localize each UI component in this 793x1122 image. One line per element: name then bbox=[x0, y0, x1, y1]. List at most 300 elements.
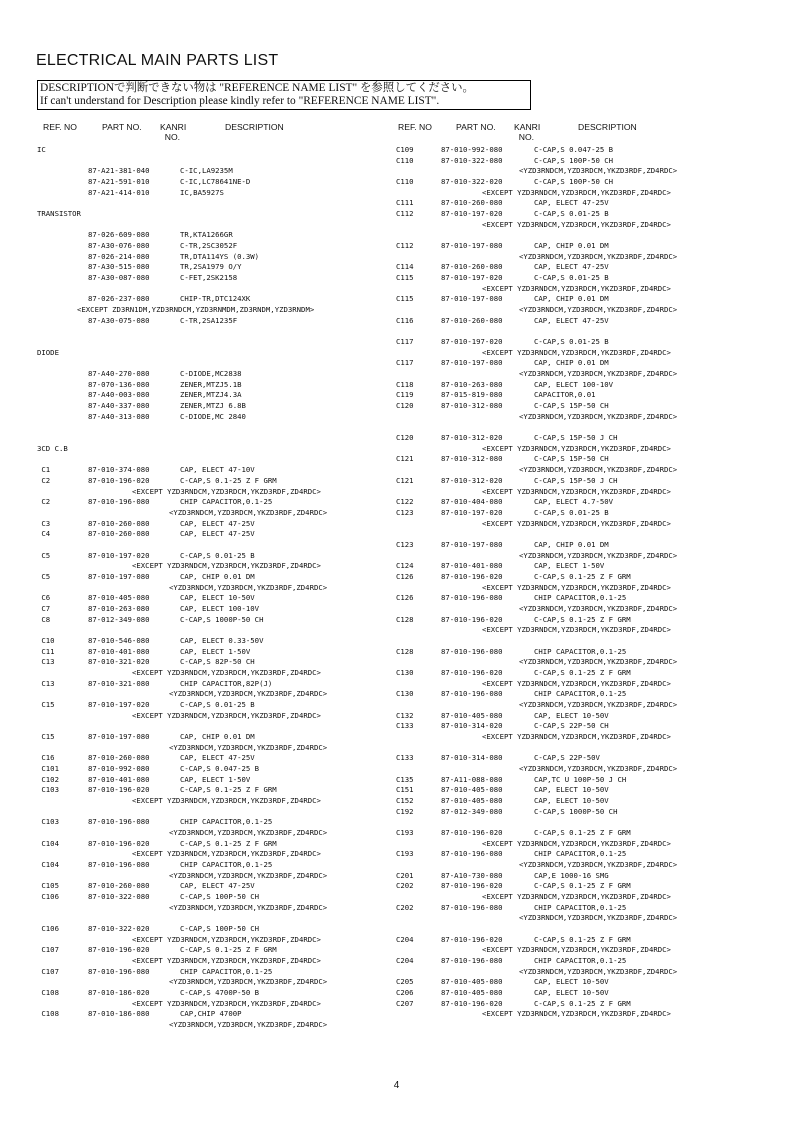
part-no: 87-026-609-080 bbox=[88, 230, 150, 240]
blank-row bbox=[37, 807, 377, 818]
ref-no: C5 bbox=[37, 550, 51, 560]
part-row bbox=[37, 465, 377, 476]
part-no: 87-010-260-080 bbox=[88, 881, 150, 891]
ref-no: C104 bbox=[37, 838, 59, 848]
part-row bbox=[396, 241, 756, 252]
ref-no: C111 bbox=[396, 198, 414, 208]
description: CAP, CHIP 0.01 DM bbox=[180, 571, 255, 581]
ref-no: C8 bbox=[37, 614, 51, 624]
description: CAP,E 1000-16 SMG bbox=[534, 870, 609, 880]
model-note: <EXCEPT YZD3RNDCM,YZD3RDCM,YKZD3RDF,ZD4RDC> bbox=[132, 710, 321, 720]
blank-row bbox=[37, 454, 377, 465]
ref-no: C119 bbox=[396, 390, 414, 400]
section-heading bbox=[37, 348, 377, 359]
model-note: <YZD3RNDCM,YZD3RDCM,YKZD3RDF,ZD4RDC> bbox=[519, 251, 678, 261]
part-row bbox=[37, 775, 377, 786]
part-row bbox=[396, 615, 756, 626]
part-no: 87-010-312-020 bbox=[441, 475, 503, 485]
blank-row bbox=[396, 230, 756, 241]
description: C-CAP,S 0.1-25 Z F GRM bbox=[534, 614, 631, 624]
part-row bbox=[37, 988, 377, 999]
ref-no: C121 bbox=[396, 454, 414, 464]
description: CAP, ELECT 100-10V bbox=[180, 603, 260, 613]
description: C-DIODE,MC 2840 bbox=[180, 411, 246, 421]
page-number: 4 bbox=[393, 1080, 400, 1091]
part-no: 87-010-263-080 bbox=[441, 379, 503, 389]
ref-no: C120 bbox=[396, 401, 414, 411]
ref-no: C103 bbox=[37, 817, 59, 827]
description: C-IC,LA9235M bbox=[180, 166, 233, 176]
variant-note-row bbox=[37, 796, 377, 807]
blank-row bbox=[396, 326, 756, 337]
description: CAP,TC U 100P-50 J CH bbox=[534, 774, 627, 784]
part-row bbox=[37, 636, 377, 647]
ref-no: C1 bbox=[37, 465, 51, 475]
ref-no: C13 bbox=[37, 678, 55, 688]
part-no: 87-A30-087-080 bbox=[88, 273, 150, 283]
ref-no: C206 bbox=[396, 988, 414, 998]
description: C-CAP,S 0.1-25 Z F GRM bbox=[180, 945, 277, 955]
ref-no: C105 bbox=[37, 881, 59, 891]
part-row bbox=[37, 860, 377, 871]
description: CHIP CAPACITOR,82P(J) bbox=[180, 678, 273, 688]
part-row bbox=[37, 166, 377, 177]
part-row bbox=[396, 796, 756, 807]
blank-row bbox=[37, 156, 377, 167]
description: C-TR,2SC3052F bbox=[180, 241, 238, 251]
model-note: <YZD3RNDCM,YZD3RDCM,YKZD3RDF,ZD4RDC> bbox=[169, 870, 328, 880]
description: C-CAP,S 15P-50 J CH bbox=[534, 433, 618, 443]
part-row bbox=[396, 903, 756, 914]
variant-note-row bbox=[396, 945, 756, 956]
variant-note-row bbox=[396, 732, 756, 743]
blank-row bbox=[396, 924, 756, 935]
part-no: 87-010-405-080 bbox=[441, 988, 503, 998]
ref-no: C193 bbox=[396, 849, 414, 859]
description: CAP, CHIP 0.01 DM bbox=[534, 539, 609, 549]
part-no: 87-010-405-080 bbox=[88, 593, 150, 603]
model-note: <YZD3RNDCM,YZD3RDCM,YKZD3RDF,ZD4RDC> bbox=[169, 977, 328, 987]
part-row bbox=[37, 380, 377, 391]
part-no: 87-010-197-080 bbox=[441, 241, 503, 251]
blank-row bbox=[37, 198, 377, 209]
ref-no: C124 bbox=[396, 561, 414, 571]
part-row bbox=[37, 252, 377, 263]
part-row bbox=[37, 967, 377, 978]
part-no: 87-010-405-080 bbox=[441, 710, 503, 720]
part-row bbox=[396, 711, 756, 722]
description: CAP, ELECT 10-50V bbox=[534, 977, 609, 987]
header-ref-no: REF. NO bbox=[43, 122, 77, 132]
description: CHIP CAPACITOR,0.1-25 bbox=[180, 497, 273, 507]
description: CAP, ELECT 1-50V bbox=[180, 774, 251, 784]
description: CAP, ELECT 47-25V bbox=[180, 518, 255, 528]
part-no: 87-012-349-080 bbox=[441, 806, 503, 816]
description: C-CAP,S 4700P-50 B bbox=[180, 988, 260, 998]
part-no: 87-010-196-020 bbox=[441, 998, 503, 1008]
part-no: 87-010-260-080 bbox=[88, 529, 150, 539]
description: CAP, ELECT 47-25V bbox=[180, 529, 255, 539]
variant-note-row bbox=[396, 369, 756, 380]
part-no: 87-010-196-080 bbox=[88, 817, 150, 827]
part-no: 87-010-197-020 bbox=[441, 273, 503, 283]
blank-row bbox=[37, 220, 377, 231]
ref-no: C3 bbox=[37, 518, 51, 528]
blank-row bbox=[37, 433, 377, 444]
part-no: 87-010-196-020 bbox=[441, 571, 503, 581]
part-row bbox=[396, 988, 756, 999]
ref-no: C126 bbox=[396, 571, 414, 581]
description: C-CAP,S 100P-50 CH bbox=[534, 177, 614, 187]
model-note: <EXCEPT YZD3RNDCM,YZD3RDCM,YKZD3RDF,ZD4RDC> bbox=[482, 678, 671, 688]
model-note: <EXCEPT YZD3RNDCM,YZD3RDCM,YKZD3RDF,ZD4RDC> bbox=[132, 667, 321, 677]
ref-no: C202 bbox=[396, 902, 414, 912]
blank-row bbox=[396, 529, 756, 540]
part-no: 87-010-405-080 bbox=[441, 977, 503, 987]
part-no: 87-010-196-080 bbox=[441, 956, 503, 966]
part-no: 87-010-260-080 bbox=[441, 198, 503, 208]
part-no: 87-010-197-020 bbox=[88, 699, 150, 709]
model-note: <EXCEPT YZD3RNDCM,YZD3RDCM,YKZD3RDF,ZD4RDC> bbox=[482, 625, 671, 635]
ref-no: C11 bbox=[37, 646, 55, 656]
part-row bbox=[37, 188, 377, 199]
description: C-CAP,S 15P-50 CH bbox=[534, 454, 609, 464]
section-heading bbox=[37, 209, 377, 220]
part-row bbox=[37, 390, 377, 401]
ref-no: C110 bbox=[396, 177, 414, 187]
part-no: 87-010-196-080 bbox=[441, 593, 503, 603]
ref-no: C2 bbox=[37, 497, 51, 507]
ref-no: C123 bbox=[396, 539, 414, 549]
description: CHIP CAPACITOR,0.1-25 bbox=[180, 966, 273, 976]
part-no: 87-010-260-080 bbox=[441, 262, 503, 272]
variant-note-row bbox=[396, 604, 756, 615]
parts-list-left-column bbox=[37, 145, 377, 1031]
description: C-CAP,S 1000P-50 CH bbox=[534, 806, 618, 816]
part-row bbox=[396, 294, 756, 305]
variant-note-row bbox=[37, 689, 377, 700]
ref-no: C104 bbox=[37, 860, 59, 870]
description: CHIP CAPACITOR,0.1-25 bbox=[180, 860, 273, 870]
description: IC,BA5927S bbox=[180, 187, 224, 197]
model-note: <YZD3RNDCM,YZD3RDCM,YKZD3RDF,ZD4RDC> bbox=[519, 369, 678, 379]
ref-no: C108 bbox=[37, 988, 59, 998]
blank-row bbox=[37, 422, 377, 433]
description: CAP, ELECT 47-25V bbox=[534, 262, 609, 272]
part-row bbox=[396, 647, 756, 658]
model-note: <EXCEPT YZD3RNDCM,YZD3RDCM,YKZD3RDF,ZD4RDC> bbox=[482, 219, 671, 229]
header-ref-no: REF. NO bbox=[398, 122, 432, 132]
ref-no: C121 bbox=[396, 475, 414, 485]
description: CHIP-TR,DTC124XK bbox=[180, 294, 251, 304]
description: C-CAP,S 1000P-50 CH bbox=[180, 614, 264, 624]
part-row bbox=[37, 262, 377, 273]
description: C-CAP,S 22P-50V bbox=[534, 753, 600, 763]
description: C-CAP,S 0.1-25 Z F GRM bbox=[180, 785, 277, 795]
part-row bbox=[37, 604, 377, 615]
part-no: 87-010-374-080 bbox=[88, 465, 150, 475]
description: CAP, ELECT 47-25V bbox=[534, 198, 609, 208]
model-note: <EXCEPT YZD3RNDCM,YZD3RDCM,YKZD3RDF,ZD4RDC> bbox=[482, 1009, 671, 1019]
variant-note-row bbox=[396, 348, 756, 359]
blank-row bbox=[37, 721, 377, 732]
description: CAP, ELECT 47-25V bbox=[534, 315, 609, 325]
part-no: 87-010-196-080 bbox=[441, 902, 503, 912]
ref-no: C133 bbox=[396, 721, 414, 731]
ref-no: C205 bbox=[396, 977, 414, 987]
model-note: <EXCEPT YZD3RNDCM,YZD3RDCM,YKZD3RDF,ZD4RDC> bbox=[132, 849, 321, 859]
description: C-CAP,S 0.047-25 B bbox=[534, 145, 614, 154]
variant-note-row bbox=[396, 412, 756, 423]
variant-note-row bbox=[396, 913, 756, 924]
model-note: <YZD3RNDCM,YZD3RDCM,YKZD3RDF,ZD4RDC> bbox=[169, 507, 328, 517]
part-row bbox=[396, 401, 756, 412]
description: C-IC,LC78641NE-D bbox=[180, 177, 251, 187]
description: C-CAP,S 0.1-25 Z F GRM bbox=[534, 998, 631, 1008]
ref-no: C110 bbox=[396, 155, 414, 165]
ref-no: C133 bbox=[396, 753, 414, 763]
ref-no: C204 bbox=[396, 956, 414, 966]
part-row bbox=[396, 156, 756, 167]
model-note: <EXCEPT YZD3RNDCM,YZD3RDCM,YKZD3RDF,ZD4RDC> bbox=[132, 998, 321, 1008]
part-no: 87-010-546-080 bbox=[88, 635, 150, 645]
part-row bbox=[37, 316, 377, 327]
description: C-CAP,S 15P-50 CH bbox=[534, 401, 609, 411]
model-note: <EXCEPT YZD3RNDCM,YZD3RDCM,YKZD3RDF,ZD4RDC> bbox=[482, 945, 671, 955]
ref-no: C102 bbox=[37, 774, 59, 784]
part-no: 87-A21-414-010 bbox=[88, 187, 150, 197]
description: CAP, ELECT 10-50V bbox=[534, 795, 609, 805]
description: CAP, ELECT 10-50V bbox=[180, 593, 255, 603]
description: C-CAP,S 0.01-25 B bbox=[180, 550, 255, 560]
part-row bbox=[37, 881, 377, 892]
part-row bbox=[396, 540, 756, 551]
ref-no: C6 bbox=[37, 593, 51, 603]
part-no: 87-010-260-080 bbox=[88, 518, 150, 528]
model-note: <YZD3RNDCM,YZD3RDCM,YKZD3RDF,ZD4RDC> bbox=[519, 763, 678, 773]
description: C-CAP,S 0.01-25 B bbox=[534, 209, 609, 219]
model-note: <YZD3RNDCM,YZD3RDCM,YKZD3RDF,ZD4RDC> bbox=[169, 1020, 328, 1030]
description: CAP, ELECT 47-10V bbox=[180, 465, 255, 475]
part-row bbox=[37, 519, 377, 530]
part-no: 87-010-260-080 bbox=[88, 753, 150, 763]
ref-no: C112 bbox=[396, 209, 414, 219]
part-no: 87-010-263-080 bbox=[88, 603, 150, 613]
part-row bbox=[37, 679, 377, 690]
part-row bbox=[37, 177, 377, 188]
ref-no: C130 bbox=[396, 667, 414, 677]
part-no: 87-012-349-080 bbox=[88, 614, 150, 624]
blank-row bbox=[37, 358, 377, 369]
ref-no: C207 bbox=[396, 998, 414, 1008]
model-note: <YZD3RNDCM,YZD3RDCM,YKZD3RDF,ZD4RDC> bbox=[519, 166, 678, 176]
part-row bbox=[396, 508, 756, 519]
part-no: 87-010-186-020 bbox=[88, 988, 150, 998]
part-no: 87-010-196-080 bbox=[441, 849, 503, 859]
part-row bbox=[396, 807, 756, 818]
variant-note-row bbox=[37, 305, 377, 316]
section-heading bbox=[37, 444, 377, 455]
description: C-CAP,S 0.1-25 Z F GRM bbox=[534, 934, 631, 944]
description: CAP, CHIP 0.01 DM bbox=[180, 731, 255, 741]
part-row bbox=[37, 615, 377, 626]
model-note: <YZD3RNDCM,YZD3RDCM,YKZD3RDF,ZD4RDC> bbox=[519, 603, 678, 613]
ref-no: C106 bbox=[37, 892, 59, 902]
variant-note-row bbox=[37, 871, 377, 882]
ref-no: C117 bbox=[396, 358, 414, 368]
variant-note-row bbox=[396, 892, 756, 903]
blank-row bbox=[396, 817, 756, 828]
part-no: 87-A40-337-080 bbox=[88, 401, 150, 411]
part-no: 87-010-312-080 bbox=[441, 401, 503, 411]
part-no: 87-010-312-080 bbox=[441, 454, 503, 464]
model-note: <EXCEPT YZD3RNDCM,YZD3RDCM,YKZD3RDF,ZD4RDC> bbox=[482, 582, 671, 592]
part-no: 87-010-322-080 bbox=[88, 892, 150, 902]
description: C-CAP,S 0.1-25 Z F GRM bbox=[180, 475, 277, 485]
variant-note-row bbox=[396, 764, 756, 775]
part-no: 87-010-321-020 bbox=[88, 657, 150, 667]
part-row bbox=[396, 935, 756, 946]
part-row bbox=[396, 849, 756, 860]
part-row bbox=[396, 497, 756, 508]
part-row bbox=[396, 689, 756, 700]
description: C-CAP,S 0.1-25 Z F GRM bbox=[180, 838, 277, 848]
variant-note-row bbox=[396, 583, 756, 594]
part-row bbox=[37, 924, 377, 935]
model-note: <EXCEPT YZD3RNDCM,YZD3RDCM,YKZD3RDF,ZD4RDC> bbox=[482, 838, 671, 848]
ref-no: C204 bbox=[396, 934, 414, 944]
model-note: <YZD3RNDCM,YZD3RDCM,YKZD3RDF,ZD4RDC> bbox=[169, 689, 328, 699]
description: C-CAP,S 0.1-25 Z F GRM bbox=[534, 571, 631, 581]
description: CAP, ELECT 10-50V bbox=[534, 710, 609, 720]
model-note: <YZD3RNDCM,YZD3RDCM,YKZD3RDF,ZD4RDC> bbox=[169, 828, 328, 837]
part-row bbox=[37, 401, 377, 412]
part-row bbox=[37, 593, 377, 604]
variant-note-row bbox=[396, 657, 756, 668]
part-row bbox=[37, 732, 377, 743]
ref-no: C107 bbox=[37, 945, 59, 955]
variant-note-row bbox=[37, 999, 377, 1010]
variant-note-row bbox=[396, 487, 756, 498]
variant-note-row bbox=[37, 1020, 377, 1031]
part-no: 87-010-196-080 bbox=[88, 860, 150, 870]
description: CAP, ELECT 100-10V bbox=[534, 379, 614, 389]
part-row bbox=[396, 198, 756, 209]
part-row bbox=[396, 337, 756, 348]
part-no: 87-010-401-080 bbox=[88, 774, 150, 784]
variant-note-row bbox=[37, 743, 377, 754]
model-note: <EXCEPT YZD3RNDCM,YZD3RDCM,YKZD3RDF,ZD4RDC> bbox=[132, 561, 321, 571]
part-row bbox=[396, 433, 756, 444]
part-row bbox=[37, 839, 377, 850]
ref-no: C4 bbox=[37, 529, 51, 539]
ref-no: 3CD C.B bbox=[37, 443, 68, 453]
variant-note-row bbox=[37, 668, 377, 679]
part-row bbox=[37, 497, 377, 508]
part-row bbox=[396, 380, 756, 391]
part-no: 87-010-196-020 bbox=[441, 614, 503, 624]
description: CAP, CHIP 0.01 DM bbox=[534, 294, 609, 304]
ref-no: C116 bbox=[396, 315, 414, 325]
part-row bbox=[396, 721, 756, 732]
part-row bbox=[396, 209, 756, 220]
part-no: 87-010-322-080 bbox=[441, 155, 503, 165]
part-no: 87-010-321-080 bbox=[88, 678, 150, 688]
description: TR,DTA114YS (0.3W) bbox=[180, 251, 260, 261]
part-row bbox=[396, 828, 756, 839]
variant-note-row bbox=[396, 188, 756, 199]
part-row bbox=[37, 785, 377, 796]
ref-no: C193 bbox=[396, 828, 414, 837]
description: CAP, CHIP 0.01 DM bbox=[534, 241, 609, 251]
model-note: <YZD3RNDCM,YZD3RDCM,YKZD3RDF,ZD4RDC> bbox=[169, 902, 328, 912]
description: TR,KTA1266GR bbox=[180, 230, 233, 240]
description: CHIP CAPACITOR,0.1-25 bbox=[180, 817, 273, 827]
part-row bbox=[37, 657, 377, 668]
part-no: 87-010-197-080 bbox=[441, 358, 503, 368]
part-no: 87-010-196-020 bbox=[441, 667, 503, 677]
part-row bbox=[396, 273, 756, 284]
variant-note-row bbox=[396, 700, 756, 711]
part-row bbox=[396, 785, 756, 796]
part-row bbox=[37, 476, 377, 487]
ref-no: C132 bbox=[396, 710, 414, 720]
ref-no: C5 bbox=[37, 571, 51, 581]
model-note: <YZD3RNDCM,YZD3RDCM,YKZD3RDF,ZD4RDC> bbox=[169, 742, 328, 752]
part-no: 87-A30-515-080 bbox=[88, 262, 150, 272]
description: CAP, ELECT 47-25V bbox=[180, 881, 255, 891]
ref-no: TRANSISTOR bbox=[37, 209, 81, 219]
part-no: 87-010-992-080 bbox=[441, 145, 503, 154]
model-note: <YZD3RNDCM,YZD3RDCM,YKZD3RDF,ZD4RDC> bbox=[519, 966, 678, 976]
part-no: 87-010-314-020 bbox=[441, 721, 503, 731]
description: ZENER,MTZJ 6.8B bbox=[180, 401, 246, 411]
blank-row bbox=[37, 284, 377, 295]
part-row bbox=[396, 358, 756, 369]
part-no: 87-026-214-080 bbox=[88, 251, 150, 261]
header-part-no: PART NO. bbox=[456, 122, 496, 132]
description: CAP, ELECT 1-50V bbox=[180, 646, 251, 656]
part-row bbox=[396, 593, 756, 604]
description: C-CAP,S 0.1-25 Z F GRM bbox=[534, 828, 631, 837]
part-no: 87-010-197-020 bbox=[88, 550, 150, 560]
ref-no: C123 bbox=[396, 507, 414, 517]
part-row bbox=[37, 647, 377, 658]
description: CAP, CHIP 0.01 DM bbox=[534, 358, 609, 368]
part-row bbox=[37, 700, 377, 711]
ref-no: C16 bbox=[37, 753, 55, 763]
model-note: <EXCEPT ZD3RN1DM,YZD3RNDCM,YZD3RNMDM,ZD3RNDM,YZD3RNDM> bbox=[77, 305, 315, 315]
part-no: 87-010-197-080 bbox=[441, 294, 503, 304]
part-row bbox=[396, 871, 756, 882]
part-row bbox=[37, 753, 377, 764]
variant-note-row bbox=[396, 679, 756, 690]
variant-note-row bbox=[396, 220, 756, 231]
part-row bbox=[37, 764, 377, 775]
part-no: 87-010-405-080 bbox=[441, 785, 503, 795]
variant-note-row bbox=[396, 305, 756, 316]
part-row bbox=[396, 316, 756, 327]
ref-no: C128 bbox=[396, 646, 414, 656]
part-no: 87-010-196-020 bbox=[88, 475, 150, 485]
part-no: 87-070-136-080 bbox=[88, 379, 150, 389]
model-note: <EXCEPT YZD3RNDCM,YZD3RDCM,YKZD3RDF,ZD4RDC> bbox=[482, 347, 671, 357]
variant-note-row bbox=[396, 625, 756, 636]
part-no: 87-A40-313-080 bbox=[88, 411, 150, 421]
description: C-CAP,S 100P-50 CH bbox=[534, 155, 614, 165]
part-row bbox=[396, 561, 756, 572]
description: C-FET,2SK2158 bbox=[180, 273, 238, 283]
